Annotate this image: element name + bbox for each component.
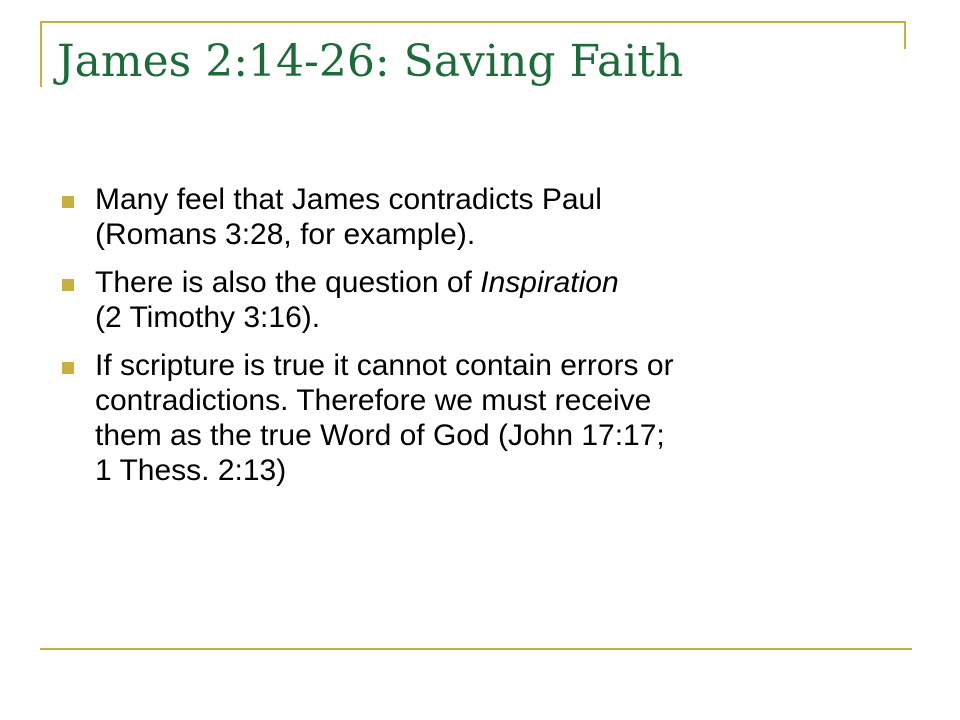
frame-right-rule xyxy=(904,21,906,49)
bullet-line xyxy=(95,383,922,418)
bullet-text: There is also the question of xyxy=(95,266,481,299)
bullet-text: (Romans 3:28, for example). xyxy=(95,218,476,251)
frame-bottom-rule xyxy=(40,648,912,650)
frame-left-rule xyxy=(40,21,42,87)
frame-top-rule xyxy=(40,21,906,23)
bullet-text: Many feel that James contradicts Paul xyxy=(95,183,602,216)
bullet-line xyxy=(95,300,922,335)
bullet-text: (2 Timothy 3:16). xyxy=(95,301,321,334)
bullet-line xyxy=(95,348,922,383)
bullet-list xyxy=(62,182,922,501)
bullet-item xyxy=(62,348,922,488)
square-bullet-icon xyxy=(62,196,74,208)
bullet-line xyxy=(95,453,922,488)
bullet-text: contradictions. Therefore we must receive xyxy=(95,384,652,417)
square-bullet-icon xyxy=(62,279,74,291)
bullet-item xyxy=(62,265,922,335)
square-bullet-icon xyxy=(62,362,74,374)
bullet-line xyxy=(95,265,922,300)
bullet-text: If scripture is true it cannot contain errors or xyxy=(95,349,674,382)
bullet-text: them as the true Word of God (John 17:17; xyxy=(95,419,665,452)
bullet-text: 1 Thess. 2:13) xyxy=(95,454,287,487)
emphasized-term: Inspiration xyxy=(480,266,619,299)
bullet-line xyxy=(95,182,922,217)
slide-title: James 2:14-26: Saving Faith xyxy=(57,36,684,87)
bullet-item xyxy=(62,182,922,252)
bullet-line xyxy=(95,418,922,453)
bullet-line xyxy=(95,217,922,252)
